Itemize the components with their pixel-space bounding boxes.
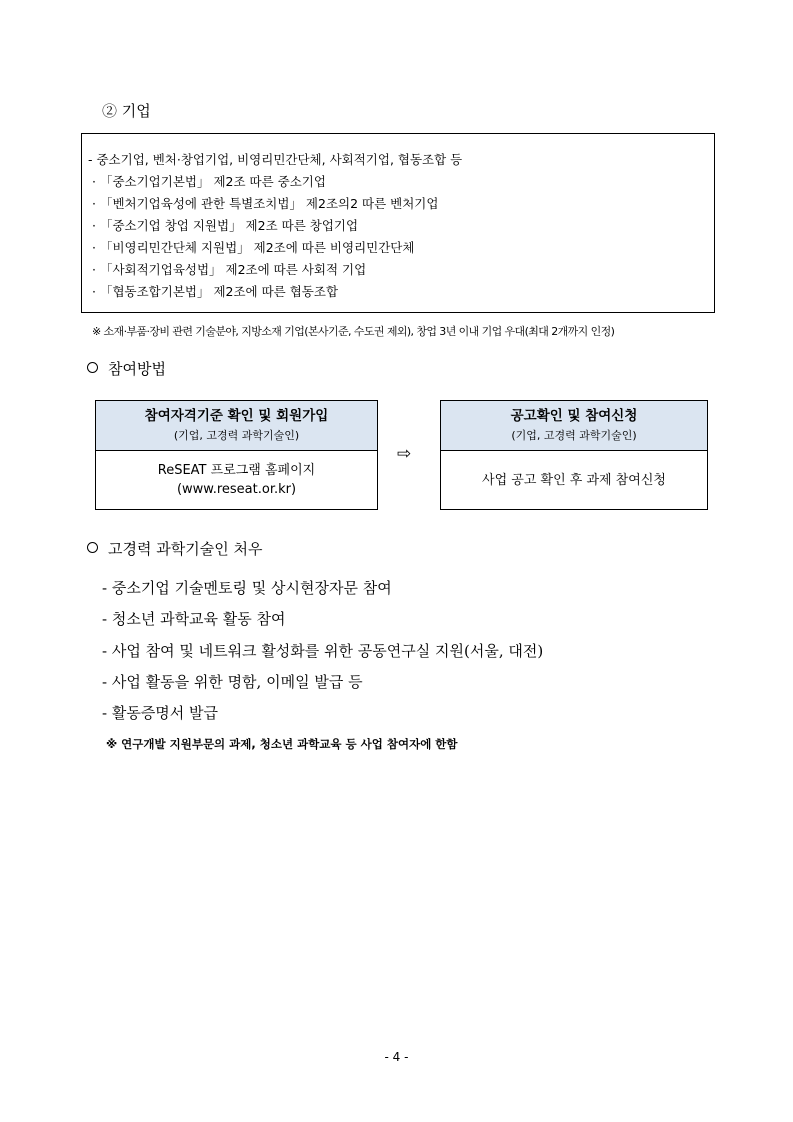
treatment-item: - 청소년 과학교육 활동 참여 (102, 610, 286, 628)
treatment-note: ※ 연구개발 지원부문의 과제, 청소년 과학교육 등 사업 참여자에 한함 (106, 737, 458, 751)
step-apply-subtitle: (기업, 고경력 과학기술인) (511, 429, 637, 442)
step-signup-header (96, 401, 377, 451)
treatment-heading (87, 538, 262, 559)
step-signup-box (95, 400, 378, 510)
eligible-company-line: · 「협동조합기본법」 제2조에 따른 협동조합 (92, 284, 339, 299)
eligible-company-line: · 「중소기업 창업 지원법」 제2조 따른 창업기업 (92, 218, 359, 233)
step-signup-body (96, 451, 377, 509)
priority-note: ※ 소재·부품·장비 관련 기술분야, 지방소재 기업(본사기준, 수도권 제외), 창업 3년 이내 기업 우대(최대 2개까지 인정) (92, 325, 615, 338)
treatment-item: - 중소기업 기술멘토링 및 상시현장자문 참여 (102, 579, 392, 597)
step-apply-box (440, 400, 708, 510)
eligible-company-line: · 「사회적기업육성법」 제2조에 따른 사회적 기업 (92, 262, 367, 277)
treatment-title: 고경력 과학기술인 처우 (108, 540, 263, 558)
right-arrow-icon: ⇨ (397, 444, 412, 464)
page-number: - 4 - (384, 1050, 409, 1064)
step-apply-description: 사업 공고 확인 후 과제 참여신청 (482, 472, 666, 488)
treatment-item: - 사업 활동을 위한 명함, 이메일 발급 등 (102, 673, 363, 691)
eligible-company-box (81, 133, 715, 313)
treatment-item: - 활동증명서 발급 (102, 704, 219, 722)
homepage-url[interactable]: (www.reseat.or.kr) (176, 482, 297, 497)
eligible-company-line: · 「벤처기업육성에 관한 특별조치법」 제2조의2 따른 벤처기업 (92, 196, 439, 211)
eligible-company-line: · 「중소기업기본법」 제2조 따른 중소기업 (92, 174, 326, 189)
step-apply-body (441, 451, 707, 509)
participation-heading (87, 358, 166, 379)
homepage-label: ReSEAT 프로그램 홈페이지 (157, 463, 316, 478)
step-apply-header (441, 401, 707, 451)
eligible-company-line: - 중소기업, 벤처·창업기업, 비영리민간단체, 사회적기업, 협동조합 등 (88, 152, 463, 167)
eligible-company-line: · 「비영리민간단체 지원법」 제2조에 따른 비영리민간단체 (92, 240, 415, 255)
participation-title: 참여방법 (108, 360, 166, 378)
circle-bullet-icon (87, 542, 98, 553)
section-heading-company: ② 기업 (102, 102, 151, 120)
step-apply-title: 공고확인 및 참여신청 (510, 408, 638, 424)
step-signup-subtitle: (기업, 고경력 과학기술인) (173, 429, 300, 442)
step-signup-title: 참여자격기준 확인 및 회원가입 (144, 408, 329, 424)
treatment-item: - 사업 참여 및 네트워크 활성화를 위한 공동연구실 지원(서울, 대전) (102, 642, 544, 660)
circle-bullet-icon (87, 362, 98, 373)
